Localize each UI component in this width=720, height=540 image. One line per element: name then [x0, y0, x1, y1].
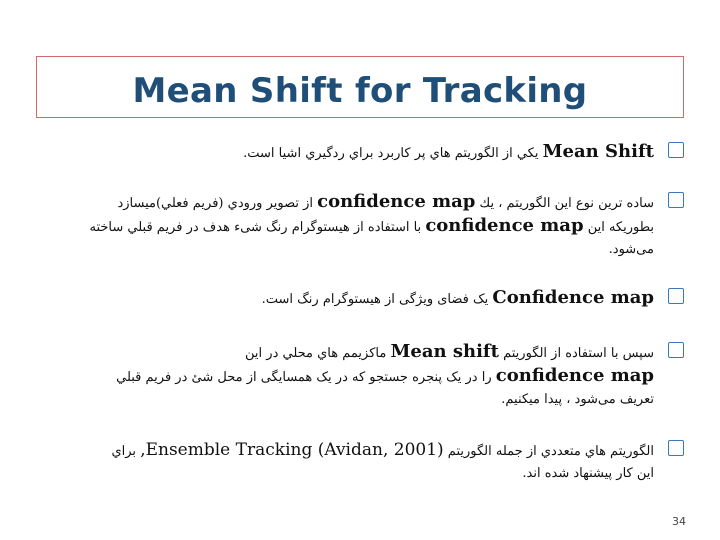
bullet-line — [36, 438, 654, 462]
bullet-marker-icon — [668, 342, 684, 358]
english-term: Confidence map — [492, 287, 654, 308]
bullet-line — [36, 238, 654, 262]
english-term: confidence map — [495, 365, 654, 386]
bullet-marker-icon — [668, 192, 684, 208]
persian-text: از تصوير ورودي (فريم فعلي)ميسازد — [117, 196, 318, 211]
persian-text: تعریف می‌شود ، پيدا ميكنيم. — [501, 392, 654, 407]
persian-text: را در یک پنجره جستجو که در یک همسایگی از محل شئ در فريم قبلي — [116, 370, 496, 385]
bullet-line — [36, 190, 654, 214]
bullet-line — [36, 364, 654, 388]
persian-text: ساده ترين نوع اين الگوريتم ، يك — [475, 196, 654, 211]
english-term: Mean Shift — [542, 141, 654, 162]
persian-text: با استفاده از هیستوگرام رنگ شیء هدف در فريم قبلي ساخته — [89, 220, 426, 235]
persian-text: یک فضای ویژگی از هیستوگرام رنگ است. — [261, 292, 493, 307]
page-number: 34 — [672, 515, 686, 528]
persian-text: اين كار پيشنهاد شده اند. — [522, 466, 654, 481]
bullet-line — [36, 214, 654, 238]
persian-text: می‌شود. — [608, 242, 654, 257]
bullet-line — [36, 286, 654, 310]
persian-text: سپس با استفاده از الگوريتم — [498, 346, 654, 361]
bullet-line — [36, 462, 654, 486]
bullet-line — [36, 340, 654, 364]
bullet-marker-icon — [668, 440, 684, 456]
bullet-marker-icon — [668, 288, 684, 304]
persian-text: الگوريتم هاي متعددي از جمله الگوريتم — [443, 444, 654, 459]
persian-text: ماكزيمم هاي محلي در اين — [245, 346, 391, 361]
persian-text: يكي از الگوريتم هاي پر كاربرد براي ردگيري اشيا است. — [243, 146, 543, 161]
bullet-line — [36, 140, 654, 164]
bullet-marker-icon — [668, 142, 684, 158]
persian-text: براي — [111, 444, 141, 459]
english-term: confidence map — [425, 215, 584, 236]
english-term: Mean shift — [390, 341, 499, 362]
english-term: confidence map — [317, 191, 476, 212]
slide-title: Mean Shift for Tracking — [132, 71, 588, 111]
bullet-line — [36, 388, 654, 412]
english-citation: Ensemble Tracking (Avidan, 2001), — [140, 440, 444, 460]
persian-text: بطوريكه اين — [583, 220, 654, 235]
